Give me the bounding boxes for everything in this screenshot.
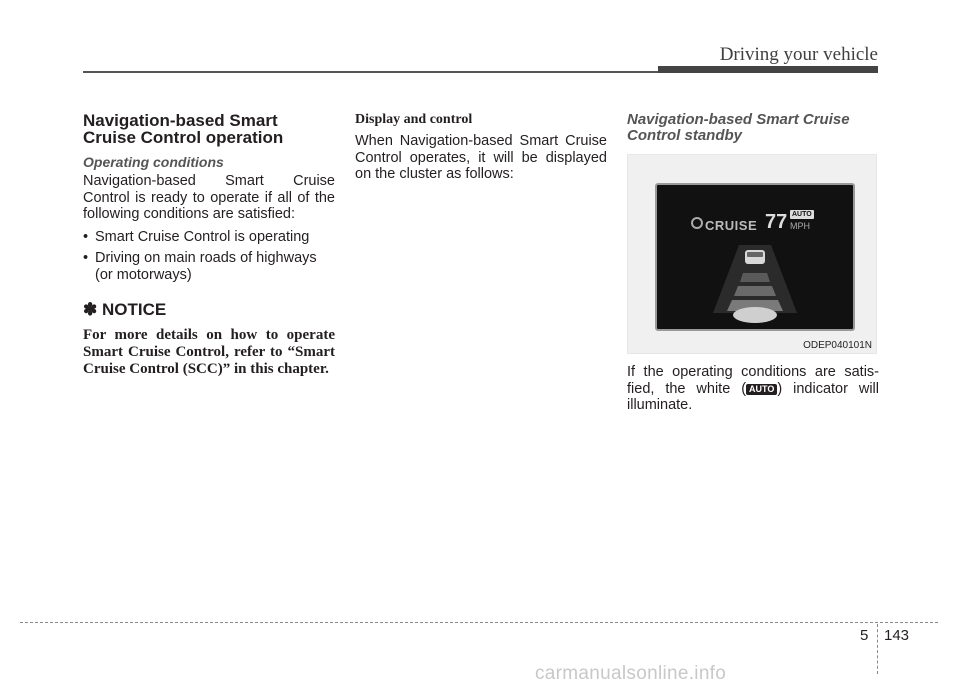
page-number: 143 xyxy=(884,627,910,644)
list-item: • Driving on main roads of highways (or motorways) xyxy=(83,250,317,283)
speed-unit: MPH xyxy=(790,221,810,231)
auto-badge: AUTO xyxy=(792,211,812,218)
footer-divider xyxy=(877,624,878,674)
chapter-number: 5 xyxy=(860,627,869,644)
display-control-body: When Navigation-based Smart Cruise Control operates, it will be displayed on the cluster as follows: xyxy=(355,133,607,182)
cluster-display xyxy=(655,183,855,331)
auto-indicator-icon: AUTO xyxy=(746,384,777,395)
conditions-intro: Navigation-based Smart Cruise Control is ready to operate if all of the following conditions are satisfied: xyxy=(83,173,335,222)
figure-code: ODEP040101N xyxy=(803,340,872,351)
conditions-list xyxy=(83,229,335,284)
standby-body: If the operating conditions are satis-fied, the white ( AUTO ) indicator will illuminate. xyxy=(627,364,879,413)
section-title-line2: Cruise Control operation xyxy=(83,128,284,147)
column-3 xyxy=(627,112,879,420)
list-item: • Smart Cruise Control is operating xyxy=(83,228,310,245)
display-control-heading: Display and control xyxy=(355,112,473,127)
section-title xyxy=(83,112,335,146)
header-rule xyxy=(83,71,660,73)
notice-body: For more details on how to operate Smart Cruise Control, refer to “Smart Cruise Control (SCC)” in this chapter. xyxy=(83,327,335,377)
cruise-label: CRUISE xyxy=(705,218,758,233)
running-header: Driving your vehicle xyxy=(719,44,878,65)
column-2 xyxy=(355,112,607,189)
own-vehicle-icon xyxy=(733,307,777,323)
operating-conditions-heading: Operating conditions xyxy=(83,154,224,170)
road-graphic xyxy=(657,185,853,329)
header-rule-accent xyxy=(658,66,878,73)
set-speed: 77 xyxy=(765,211,788,233)
notice-title: ✽ NOTICE xyxy=(83,300,167,319)
cluster-figure xyxy=(627,154,877,354)
watermark: carmanualsonline.info xyxy=(535,663,727,684)
section-title-line1: Navigation-based Smart xyxy=(83,111,278,130)
footer-rule xyxy=(20,622,938,623)
standby-heading: Navigation-based Smart Cruise Control standby xyxy=(627,111,850,144)
column-1 xyxy=(83,112,335,378)
